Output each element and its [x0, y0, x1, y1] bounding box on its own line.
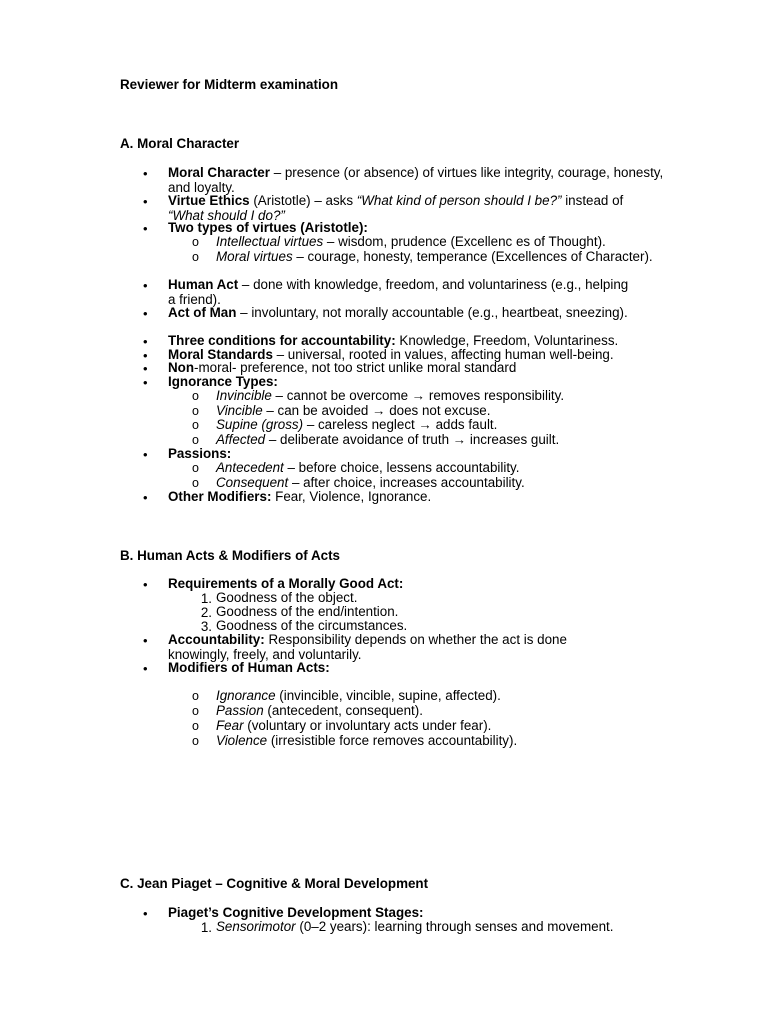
term: Fear: [216, 718, 244, 733]
circle-bullet: o: [192, 734, 199, 748]
term: Moral Character: [168, 165, 270, 180]
term: Piaget’s Cognitive Development Stages:: [168, 905, 424, 920]
item-number: 1.: [200, 920, 212, 935]
term: Moral virtues: [216, 249, 293, 264]
definition: (invincible, vincible, supine, affected).: [275, 688, 501, 703]
term: Non: [168, 360, 195, 375]
definition: – careless neglect → adds fault.: [303, 417, 498, 432]
bullet: •: [143, 306, 148, 321]
quote: “What should I do?”: [168, 207, 285, 223]
bullet: •: [143, 447, 148, 462]
definition: Responsibility depends on whether the act is done knowingly, freely, and voluntarily.: [168, 632, 567, 662]
section-c-heading: C. Jean Piaget – Cognitive & Moral Development: [120, 876, 429, 891]
term: Ignorance: [216, 688, 276, 703]
term: Consequent: [216, 475, 289, 490]
term: Intellectual virtues: [216, 234, 324, 249]
term: Passions:: [168, 446, 232, 461]
definition: – universal, rooted in values, affecting human well-being.: [272, 347, 614, 362]
item-number: 2.: [200, 605, 212, 620]
circle-bullet: o: [192, 689, 199, 703]
item-text: Goodness of the circumstances.: [216, 618, 408, 633]
circle-bullet: o: [192, 719, 199, 733]
item-text: Goodness of the object.: [216, 590, 358, 605]
term: Other Modifiers:: [168, 489, 272, 504]
section-a-heading: A. Moral Character: [120, 136, 240, 151]
definition: – after choice, increases accountability.: [288, 475, 525, 490]
term: Violence: [216, 733, 268, 748]
term: Antecedent: [216, 460, 284, 475]
definition: (antecedent, consequent).: [263, 703, 423, 718]
bullet: •: [143, 375, 148, 390]
term: Virtue Ethics: [168, 193, 250, 208]
bullet: •: [143, 906, 148, 921]
bullet: •: [143, 166, 148, 181]
term: Invincible: [216, 388, 272, 403]
term: Passion: [216, 703, 264, 718]
term: Three conditions for accountability:: [168, 333, 396, 348]
definition: – deliberate avoidance of truth → increases guilt.: [265, 432, 560, 447]
bullet: •: [143, 490, 148, 505]
circle-bullet: o: [192, 704, 199, 718]
circle-bullet: o: [192, 433, 199, 447]
term: Sensorimotor: [216, 919, 296, 934]
document-title: Reviewer for Midterm examination: [120, 77, 339, 92]
term: Human Act: [168, 277, 239, 292]
circle-bullet: o: [192, 389, 199, 403]
definition: instead of: [561, 193, 624, 208]
term: Supine (gross): [216, 417, 304, 432]
bullet: •: [143, 361, 148, 376]
bullet: •: [143, 633, 148, 648]
term: Act of Man: [168, 305, 237, 320]
definition: (0–2 years): learning through senses and movement.: [295, 919, 614, 934]
term: Vincible: [216, 403, 263, 418]
bullet: •: [143, 194, 148, 209]
item-text: Goodness of the end/intention.: [216, 604, 399, 619]
bullet: •: [143, 221, 148, 236]
definition: – can be avoided → does not excuse.: [262, 403, 491, 418]
term: Accountability:: [168, 632, 265, 647]
definition: – wisdom, prudence (Excellenc es of Thought).: [323, 234, 606, 249]
definition: – cannot be overcome → removes responsibility.: [271, 388, 565, 403]
definition: Fear, Violence, Ignorance.: [271, 489, 432, 504]
definition: (irresistible force removes accountability).: [267, 733, 518, 748]
bullet: •: [143, 348, 148, 363]
definition: – courage, honesty, temperance (Excellences of Character).: [292, 249, 653, 264]
definition: – involuntary, not morally accountable (e.g., heartbeat, sneezing).: [236, 305, 628, 320]
item-number: 3.: [200, 619, 212, 634]
bullet: •: [143, 661, 148, 676]
definition: – before choice, lessens accountability.: [283, 460, 520, 475]
bullet: •: [143, 278, 148, 293]
circle-bullet: o: [192, 418, 199, 432]
term: Requirements of a Morally Good Act:: [168, 576, 404, 591]
term: Modifiers of Human Acts:: [168, 660, 330, 675]
definition: (Aristotle) – asks: [249, 193, 357, 208]
bullet: •: [143, 334, 148, 349]
definition: (voluntary or involuntary acts under fear).: [243, 718, 492, 733]
definition: -moral- preference, not too strict unlike moral standard: [194, 360, 517, 375]
term: Two types of virtues (Aristotle):: [168, 220, 368, 235]
circle-bullet: o: [192, 461, 199, 475]
definition: – presence (or absence) of virtues like integrity, courage, honesty, and loyalty.: [168, 165, 664, 195]
term: Moral Standards: [168, 347, 273, 362]
circle-bullet: o: [192, 476, 199, 490]
section-b-heading: B. Human Acts & Modifiers of Acts: [120, 548, 340, 563]
definition: – done with knowledge, freedom, and voluntariness (e.g., helping a friend).: [168, 277, 629, 307]
circle-bullet: o: [192, 250, 199, 264]
circle-bullet: o: [192, 235, 199, 249]
item-number: 1.: [200, 591, 212, 606]
circle-bullet: o: [192, 404, 199, 418]
bullet: •: [143, 577, 148, 592]
quote: “What kind of person should I be?”: [356, 193, 562, 208]
definition: Knowledge, Freedom, Voluntariness.: [395, 333, 619, 348]
term: Affected: [216, 432, 266, 447]
term: Ignorance Types:: [168, 374, 278, 389]
